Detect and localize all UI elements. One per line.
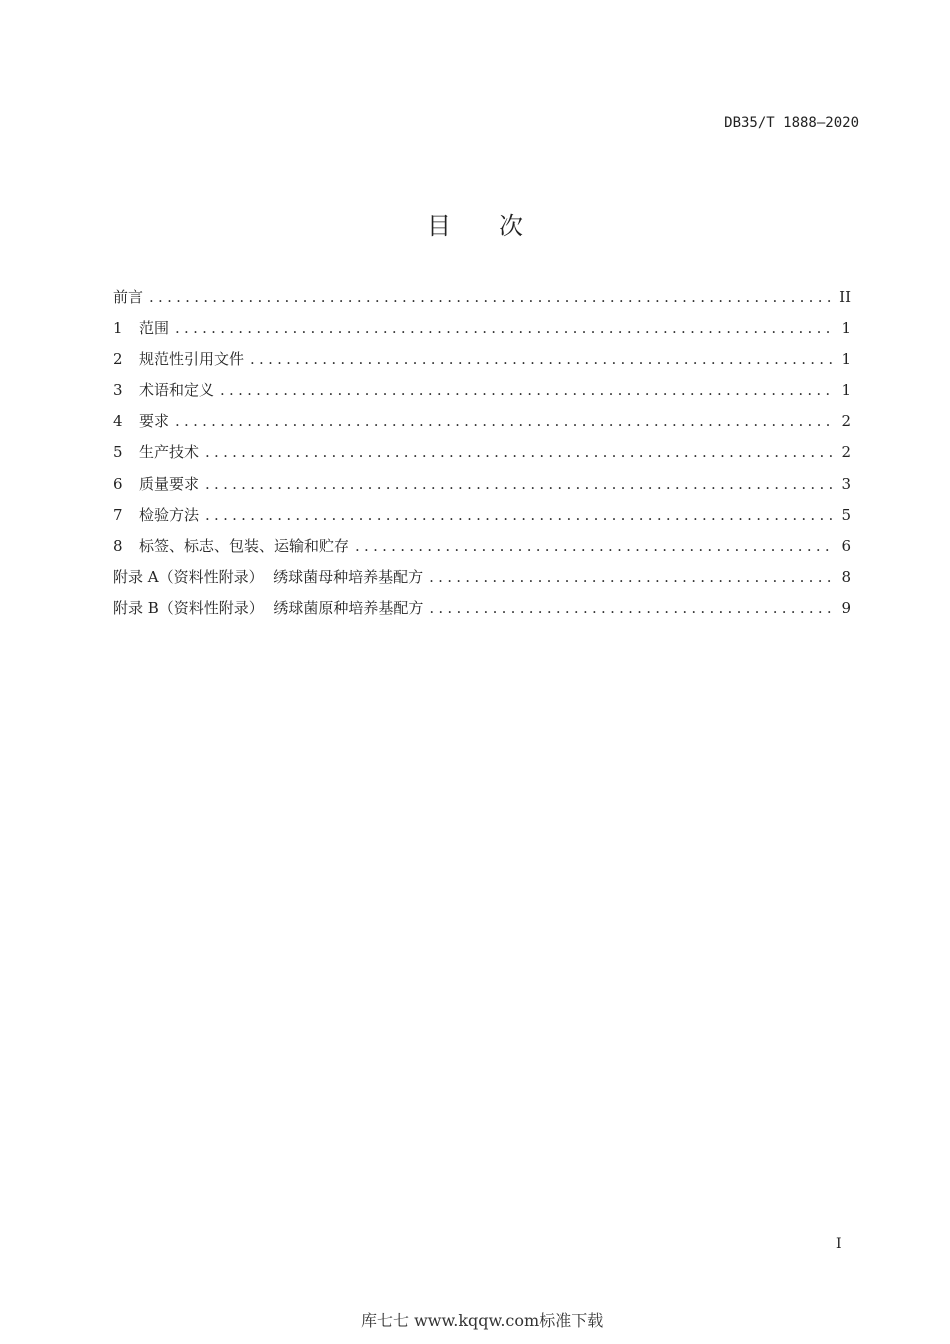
toc-entry-number: 6 [113,474,123,493]
toc-entry[interactable] [113,317,851,348]
toc-entry-page: 1 [841,319,851,338]
toc-entry-label: 附录 A（资料性附录） 绣球菌母种培养基配方 [113,567,424,586]
dot-leader [175,412,835,430]
toc-entry[interactable] [113,348,851,379]
toc-entry-page: 1 [841,350,851,369]
toc-entry[interactable] [113,504,851,535]
page-title: 目次 [427,212,571,240]
dot-leader [429,568,835,586]
toc-entry-page: 5 [841,505,851,524]
dot-leader [205,475,835,493]
dot-leader [429,599,835,617]
toc-entry[interactable] [113,597,851,628]
dot-leader [175,319,835,337]
toc-entry-page: II [839,288,851,306]
toc-entry-page: 9 [841,598,851,617]
toc-entry-page: 1 [841,381,851,400]
toc-entry[interactable] [113,441,851,472]
toc-entry-number: 4 [113,412,123,431]
toc-entry-label: 附录 B（资料性附录） 绣球菌原种培养基配方 [113,598,424,617]
toc-entry-label: 要求 [139,412,170,431]
dot-leader [205,506,835,524]
toc-entry-page: 2 [841,443,851,462]
toc-entry[interactable] [113,286,851,317]
toc-entry-number: 5 [113,443,123,462]
toc-entry[interactable] [113,379,851,410]
watermark-footer: 库七七 www.kqqw.com标准下载 [361,1311,604,1330]
toc-entry-label: 术语和定义 [139,381,215,400]
toc-entry[interactable] [113,473,851,504]
toc-entry-page: 3 [841,474,851,493]
dot-leader [355,537,835,555]
dot-leader [220,381,835,399]
toc-entry-label: 生产技术 [139,443,200,462]
toc-entry-number: 2 [113,350,123,369]
toc-entry-page: 6 [841,536,851,555]
toc-entry-label: 范围 [139,319,170,338]
toc-entry[interactable] [113,535,851,566]
toc-entry-number: 7 [113,505,123,524]
toc-entry-label: 质量要求 [139,474,200,493]
toc-entry[interactable] [113,566,851,597]
dot-leader [205,443,835,461]
toc-entry-label: 规范性引用文件 [139,350,245,369]
dot-leader [250,350,835,368]
dot-leader [149,288,833,306]
toc-entry-number: 3 [113,381,123,400]
toc-entry-page: 8 [841,567,851,586]
table-of-contents [113,286,851,628]
toc-entry-label: 标签、标志、包装、运输和贮存 [139,536,350,555]
toc-entry-number: 8 [113,536,123,555]
document-number: DB35/T 1888—2020 [724,115,859,131]
toc-entry[interactable] [113,410,851,441]
toc-entry-page: 2 [841,412,851,431]
toc-entry-label: 检验方法 [139,505,200,524]
page-number: I [836,1236,842,1252]
toc-entry-label: 前言 [113,288,144,306]
toc-entry-number: 1 [113,319,123,338]
